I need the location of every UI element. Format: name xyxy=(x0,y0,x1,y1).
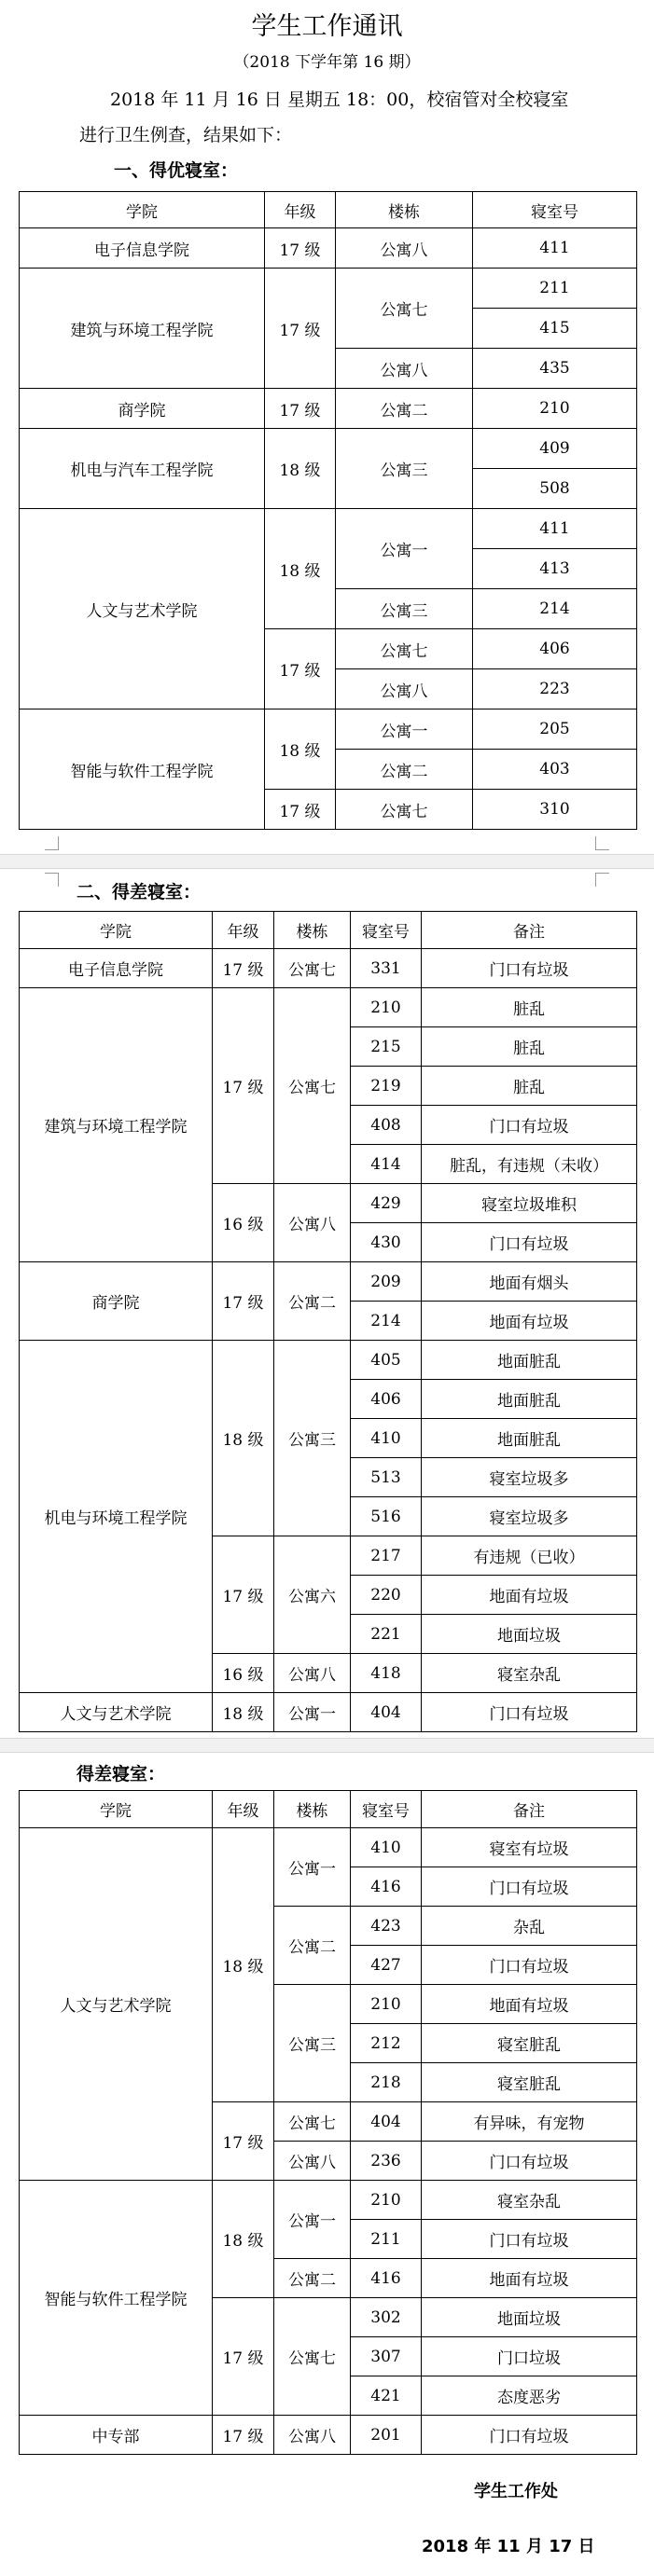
remark-cell: 地面脏乱 xyxy=(422,1380,637,1419)
room-cell: 221 xyxy=(351,1615,422,1654)
remark-cell: 寝室垃圾多 xyxy=(422,1458,637,1497)
remark-cell: 地面垃圾 xyxy=(422,1615,637,1654)
room-cell: 415 xyxy=(473,309,637,349)
building-cell: 公寓三 xyxy=(274,1341,351,1536)
room-cell: 220 xyxy=(351,1576,422,1615)
remark-cell: 门口有垃圾 xyxy=(422,2142,637,2181)
remark-cell: 地面有垃圾 xyxy=(422,2259,637,2298)
grade-cell: 16 级 xyxy=(213,1654,274,1693)
room-cell: 430 xyxy=(351,1223,422,1262)
column-header: 寝室号 xyxy=(351,912,422,949)
building-cell: 公寓七 xyxy=(336,269,473,349)
room-cell: 414 xyxy=(351,1145,422,1184)
page-break xyxy=(0,1738,654,1753)
issuing-office: 学生工作处 xyxy=(474,2482,558,2501)
issue-number: （2018 下学年第 16 期） xyxy=(233,53,421,72)
table-row xyxy=(20,269,637,309)
grade-cell: 17 级 xyxy=(213,2102,274,2181)
grade-cell: 18 级 xyxy=(213,2181,274,2298)
room-cell: 516 xyxy=(351,1497,422,1536)
room-cell: 307 xyxy=(351,2337,422,2376)
college-cell: 建筑与环境工程学院 xyxy=(20,988,213,1262)
college-cell: 电子信息学院 xyxy=(20,228,265,269)
remark-cell: 杂乱 xyxy=(422,1907,637,1946)
remark-cell: 脏乱，有违规（未收） xyxy=(422,1145,637,1184)
remark-cell: 地面有垃圾 xyxy=(422,1576,637,1615)
column-header: 楼栋 xyxy=(274,912,351,949)
building-cell: 公寓七 xyxy=(274,988,351,1184)
room-cell: 404 xyxy=(351,2102,422,2142)
remark-cell: 寝室杂乱 xyxy=(422,2181,637,2220)
college-cell: 人文与艺术学院 xyxy=(20,509,265,709)
room-cell: 210 xyxy=(351,1985,422,2024)
room-cell: 416 xyxy=(351,2259,422,2298)
remark-cell: 门口有垃圾 xyxy=(422,1106,637,1145)
table-row xyxy=(20,1262,637,1302)
column-header: 寝室号 xyxy=(351,1791,422,1828)
remark-cell: 门口有垃圾 xyxy=(422,1867,637,1907)
building-cell: 公寓二 xyxy=(336,750,473,790)
building-cell: 公寓八 xyxy=(336,669,473,709)
page-corner-mark xyxy=(595,836,609,850)
grade-cell: 17 级 xyxy=(213,988,274,1184)
intro-line-1: 2018 年 11 月 16 日 星期五 18：00，校宿管对全校寝室 xyxy=(110,90,569,110)
remark-cell: 寝室杂乱 xyxy=(422,1654,637,1693)
remark-cell: 脏乱 xyxy=(422,1027,637,1067)
building-cell: 公寓八 xyxy=(274,2416,351,2455)
building-cell: 公寓三 xyxy=(336,429,473,509)
table-row xyxy=(20,509,637,549)
building-cell: 公寓一 xyxy=(336,509,473,589)
room-cell: 201 xyxy=(351,2416,422,2455)
remark-cell: 地面垃圾 xyxy=(422,2298,637,2337)
college-cell: 机电与汽车工程学院 xyxy=(20,429,265,509)
grade-cell: 17 级 xyxy=(265,228,336,269)
room-cell: 218 xyxy=(351,2063,422,2102)
room-cell: 408 xyxy=(351,1106,422,1145)
remark-cell: 脏乱 xyxy=(422,1067,637,1106)
table-row xyxy=(20,988,637,1027)
table-header-row xyxy=(20,192,637,228)
room-cell: 411 xyxy=(473,509,637,549)
room-cell: 236 xyxy=(351,2142,422,2181)
room-cell: 513 xyxy=(351,1458,422,1497)
grade-cell: 17 级 xyxy=(213,2416,274,2455)
intro-line-2: 进行卫生例查，结果如下： xyxy=(79,125,293,145)
building-cell: 公寓七 xyxy=(336,629,473,669)
college-cell: 智能与软件工程学院 xyxy=(20,709,265,830)
grade-cell: 18 级 xyxy=(265,709,336,790)
college-cell: 商学院 xyxy=(20,389,265,429)
column-header: 楼栋 xyxy=(336,192,473,228)
grade-cell: 18 级 xyxy=(213,1341,274,1536)
table-row xyxy=(20,2416,637,2455)
grade-cell: 17 级 xyxy=(265,389,336,429)
remark-cell: 门口有垃圾 xyxy=(422,949,637,988)
room-cell: 410 xyxy=(351,1419,422,1458)
table-row xyxy=(20,949,637,988)
room-cell: 403 xyxy=(473,750,637,790)
college-cell: 机电与环境工程学院 xyxy=(20,1341,213,1693)
remark-cell: 门口垃圾 xyxy=(422,2337,637,2376)
room-cell: 211 xyxy=(351,2220,422,2259)
table-row xyxy=(20,1828,637,1867)
room-cell: 406 xyxy=(473,629,637,669)
remark-cell: 地面脏乱 xyxy=(422,1341,637,1380)
building-cell: 公寓三 xyxy=(336,589,473,629)
room-cell: 211 xyxy=(473,269,637,309)
building-cell: 公寓七 xyxy=(336,790,473,830)
remark-cell: 地面脏乱 xyxy=(422,1419,637,1458)
column-header: 备注 xyxy=(422,912,637,949)
college-cell: 人文与艺术学院 xyxy=(20,1828,213,2181)
column-header: 学院 xyxy=(20,912,213,949)
grade-cell: 17 级 xyxy=(213,1262,274,1341)
building-cell: 公寓一 xyxy=(274,1693,351,1732)
section-heading-poor-continued: 得差寝室： xyxy=(77,1764,166,1784)
poor-dorms-table xyxy=(19,911,637,1732)
room-cell: 435 xyxy=(473,349,637,389)
grade-cell: 16 级 xyxy=(213,1184,274,1262)
room-cell: 429 xyxy=(351,1184,422,1223)
remark-cell: 寝室垃圾堆积 xyxy=(422,1184,637,1223)
grade-cell: 17 级 xyxy=(265,790,336,830)
building-cell: 公寓八 xyxy=(274,1184,351,1262)
room-cell: 212 xyxy=(351,2024,422,2063)
college-cell: 建筑与环境工程学院 xyxy=(20,269,265,389)
building-cell: 公寓一 xyxy=(336,709,473,750)
room-cell: 409 xyxy=(473,429,637,469)
room-cell: 413 xyxy=(473,549,637,589)
remark-cell: 门口有垃圾 xyxy=(422,1693,637,1732)
room-cell: 205 xyxy=(473,709,637,750)
remark-cell: 寝室垃圾多 xyxy=(422,1497,637,1536)
section-heading-excellent: 一、得优寝室： xyxy=(114,160,239,181)
grade-cell: 17 级 xyxy=(265,629,336,709)
room-cell: 214 xyxy=(473,589,637,629)
room-cell: 508 xyxy=(473,469,637,509)
room-cell: 421 xyxy=(351,2376,422,2416)
table-row xyxy=(20,1693,637,1732)
grade-cell: 18 级 xyxy=(265,429,336,509)
room-cell: 410 xyxy=(351,1828,422,1867)
grade-cell: 18 级 xyxy=(213,1828,274,2102)
building-cell: 公寓八 xyxy=(274,2142,351,2181)
remark-cell: 有异味，有宠物 xyxy=(422,2102,637,2142)
college-cell: 人文与艺术学院 xyxy=(20,1693,213,1732)
building-cell: 公寓二 xyxy=(336,389,473,429)
page-corner-mark xyxy=(45,836,59,850)
room-cell: 217 xyxy=(351,1536,422,1576)
building-cell: 公寓六 xyxy=(274,1536,351,1654)
college-cell: 智能与软件工程学院 xyxy=(20,2181,213,2416)
room-cell: 210 xyxy=(473,389,637,429)
building-cell: 公寓七 xyxy=(274,2298,351,2416)
room-cell: 405 xyxy=(351,1341,422,1380)
column-header: 年级 xyxy=(265,192,336,228)
page-corner-mark xyxy=(595,873,609,887)
page-break xyxy=(0,854,654,869)
room-cell: 302 xyxy=(351,2298,422,2337)
table-row xyxy=(20,389,637,429)
excellent-dorms-table xyxy=(19,191,637,830)
remark-cell: 门口有垃圾 xyxy=(422,2220,637,2259)
building-cell: 公寓七 xyxy=(274,2102,351,2142)
building-cell: 公寓二 xyxy=(274,2259,351,2298)
remark-cell: 门口有垃圾 xyxy=(422,1223,637,1262)
remark-cell: 态度恶劣 xyxy=(422,2376,637,2416)
grade-cell: 17 级 xyxy=(213,949,274,988)
room-cell: 210 xyxy=(351,988,422,1027)
remark-cell: 地面有烟头 xyxy=(422,1262,637,1302)
room-cell: 215 xyxy=(351,1027,422,1067)
remark-cell: 有违规（已收） xyxy=(422,1536,637,1576)
building-cell: 公寓三 xyxy=(274,1985,351,2102)
room-cell: 423 xyxy=(351,1907,422,1946)
building-cell: 公寓八 xyxy=(336,228,473,269)
table-row xyxy=(20,1341,637,1380)
room-cell: 209 xyxy=(351,1262,422,1302)
column-header: 备注 xyxy=(422,1791,637,1828)
section-heading-poor: 二、得差寝室： xyxy=(77,882,202,902)
grade-cell: 18 级 xyxy=(213,1693,274,1732)
room-cell: 418 xyxy=(351,1654,422,1693)
building-cell: 公寓一 xyxy=(274,1828,351,1907)
remark-cell: 门口有垃圾 xyxy=(422,1946,637,1985)
grade-cell: 17 级 xyxy=(265,269,336,389)
poor-dorms-table-continued xyxy=(19,1790,637,2455)
table-header-row xyxy=(20,1791,637,1828)
column-header: 学院 xyxy=(20,1791,213,1828)
room-cell: 310 xyxy=(473,790,637,830)
remark-cell: 寝室脏乱 xyxy=(422,2063,637,2102)
room-cell: 219 xyxy=(351,1067,422,1106)
college-cell: 电子信息学院 xyxy=(20,949,213,988)
building-cell: 公寓一 xyxy=(274,2181,351,2259)
building-cell: 公寓八 xyxy=(336,349,473,389)
room-cell: 411 xyxy=(473,228,637,269)
grade-cell: 18 级 xyxy=(265,509,336,629)
table-header-row xyxy=(20,912,637,949)
column-header: 年级 xyxy=(213,1791,274,1828)
table-row xyxy=(20,429,637,469)
grade-cell: 17 级 xyxy=(213,2298,274,2416)
column-header: 楼栋 xyxy=(274,1791,351,1828)
column-header: 寝室号 xyxy=(473,192,637,228)
page-corner-mark xyxy=(45,873,59,887)
room-cell: 223 xyxy=(473,669,637,709)
college-cell: 中专部 xyxy=(20,2416,213,2455)
remark-cell: 寝室脏乱 xyxy=(422,2024,637,2063)
remark-cell: 寝室有垃圾 xyxy=(422,1828,637,1867)
table-row xyxy=(20,709,637,750)
grade-cell: 17 级 xyxy=(213,1536,274,1654)
room-cell: 406 xyxy=(351,1380,422,1419)
college-cell: 商学院 xyxy=(20,1262,213,1341)
table-row xyxy=(20,2181,637,2220)
column-header: 年级 xyxy=(213,912,274,949)
table-row xyxy=(20,228,637,269)
room-cell: 331 xyxy=(351,949,422,988)
remark-cell: 地面有垃圾 xyxy=(422,1302,637,1341)
column-header: 学院 xyxy=(20,192,265,228)
building-cell: 公寓二 xyxy=(274,1907,351,1985)
building-cell: 公寓八 xyxy=(274,1654,351,1693)
remark-cell: 门口有垃圾 xyxy=(422,2416,637,2455)
room-cell: 210 xyxy=(351,2181,422,2220)
room-cell: 416 xyxy=(351,1867,422,1907)
building-cell: 公寓二 xyxy=(274,1262,351,1341)
issue-date: 2018 年 11 月 17 日 xyxy=(422,2537,595,2556)
room-cell: 427 xyxy=(351,1946,422,1985)
room-cell: 214 xyxy=(351,1302,422,1341)
building-cell: 公寓七 xyxy=(274,949,351,988)
page-title: 学生工作通讯 xyxy=(251,12,403,41)
remark-cell: 地面有垃圾 xyxy=(422,1985,637,2024)
room-cell: 404 xyxy=(351,1693,422,1732)
remark-cell: 脏乱 xyxy=(422,988,637,1027)
